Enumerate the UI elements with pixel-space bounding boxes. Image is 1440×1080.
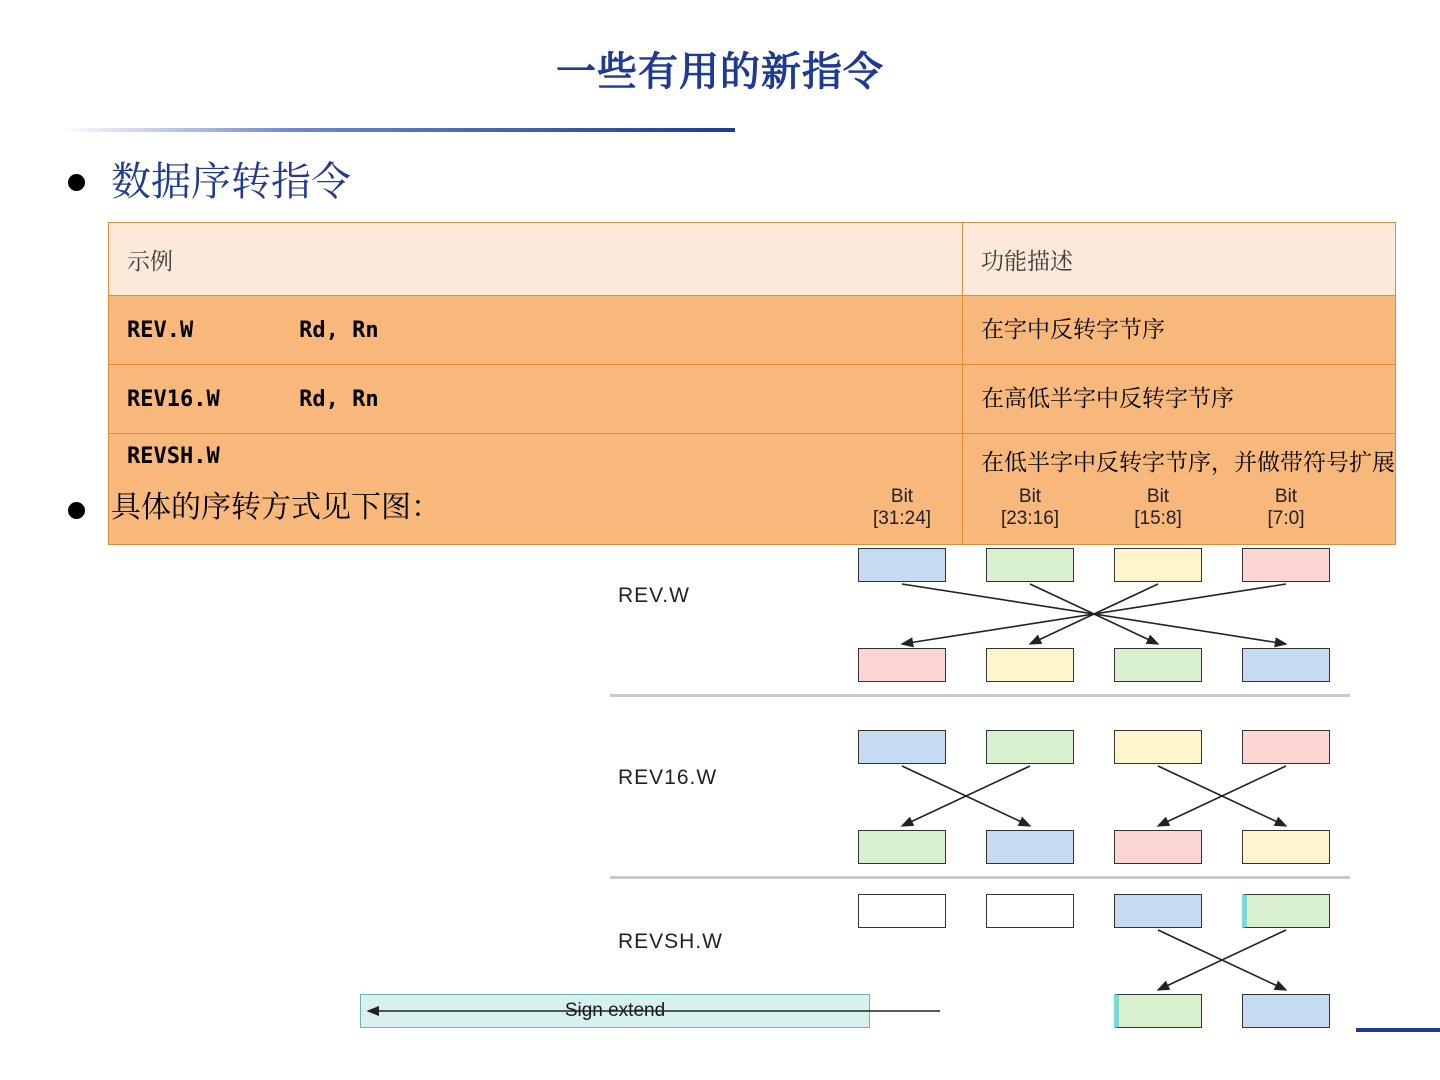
diagram-arrows [600,486,1400,1056]
footer-accent-bar [1356,1028,1440,1032]
diagram-label-rev-w: REV.W [618,584,690,607]
bit-label-15-8: Bit [15:8] [1134,486,1182,529]
table-header-row [109,223,1396,296]
table-header-description: 功能描述 [963,223,1396,296]
table-cell-example: REV.W Rd, Rn [109,296,963,365]
table-header-example: 示例 [109,223,963,296]
bullet-item-2 [68,490,441,526]
bullet-label-2: 具体的序转方式见下图： [111,490,441,525]
table-cell-example: REVSH.W [109,434,963,545]
sign-extend-bar: Sign extend [360,994,870,1028]
title-divider [60,128,735,132]
table-cell-description: 在高低半字中反转字节序 [963,365,1396,434]
bullet-dot-icon [68,502,85,519]
page-title: 一些有用的新指令 [556,49,884,95]
bit-label-31-24: Bit [31:24] [872,486,932,529]
table-row [109,296,1396,365]
bit-label-7-0: Bit [7:0] [1267,486,1305,529]
bullet-dot-icon [68,174,85,191]
table-row [109,365,1396,434]
bullet-label-1: 数据序转指令 [111,159,351,205]
table-cell-example: REV16.W Rd, Rn [109,365,963,434]
table-cell-description: 在字中反转字节序 [963,296,1396,365]
diagram-label-revsh-w: REVSH.W [618,930,724,953]
table-cell-description: 在低半字中反转字节序，并做带符号扩展 [963,434,1396,545]
bit-label-23-16: Bit [23:16] [1000,486,1060,529]
diagram-label-rev16-w: REV16.W [618,766,718,789]
byte-reversal-diagram [564,486,1400,1056]
bullet-item-1 [68,158,351,206]
